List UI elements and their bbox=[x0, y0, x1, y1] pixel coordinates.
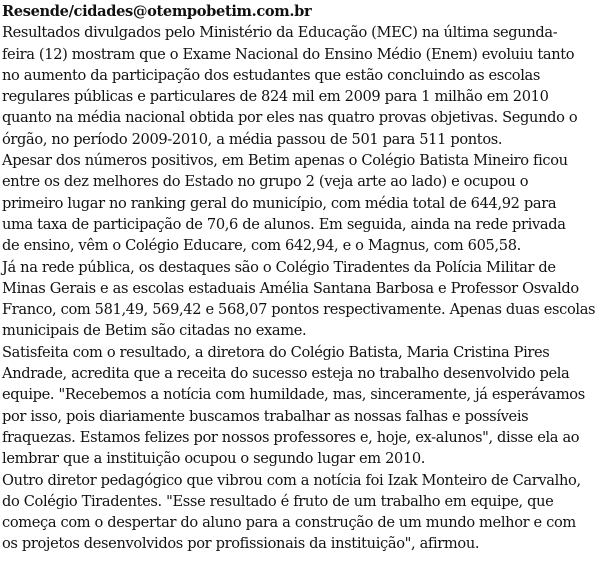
text-line: órgão, no período 2009-2010, a média passou de 501 para 511 pontos. bbox=[2, 130, 503, 148]
text-line: Franco, com 581,49, 569,42 e 568,07 pontos respectivamente. Apenas duas escolas bbox=[2, 301, 596, 319]
text-line: uma taxa de participação de 70,6 de alunos. Em seguida, ainda na rede privada bbox=[2, 215, 566, 233]
text-line: Apesar dos números positivos, em Betim apenas o Colégio Batista Mineiro ficou bbox=[2, 152, 568, 170]
text-line: quanto na média nacional obtida por eles nas quatro provas objetivas. Segundo o bbox=[2, 109, 578, 127]
text-line: municipais de Betim são citadas no exame. bbox=[2, 322, 307, 340]
text-line: no aumento da participação dos estudantes que estão concluindo as escolas bbox=[2, 66, 541, 84]
text-line: de ensino, vêm o Colégio Educare, com 642,94, e o Magnus, com 605,58. bbox=[2, 237, 521, 255]
text-line: começa com o despertar do aluno para a construção de um mundo melhor e com bbox=[2, 514, 576, 532]
author-email-byline: Resende/cidades@otempobetim.com.br bbox=[2, 3, 312, 20]
text-line: fraquezas. Estamos felizes por nossos professores e, hoje, ex-alunos", disse ela ao bbox=[2, 428, 580, 446]
text-line: feira (12) mostram que o Exame Nacional do Ensino Médio (Enem) evoluiu tanto bbox=[2, 45, 575, 63]
text-line: Outro diretor pedagógico que vibrou com a notícia foi Izak Monteiro de Carvalho, bbox=[2, 471, 581, 489]
text-line: equipe. "Recebemos a notícia com humildade, mas, sinceramente, já esperávamos bbox=[2, 386, 585, 404]
text-line: Minas Gerais e as escolas estaduais Amélia Santana Barbosa e Professor Osvaldo bbox=[2, 279, 579, 297]
text-line: lembrar que a instituição ocupou o segundo lugar em 2010. bbox=[2, 450, 426, 468]
text-line: Já na rede pública, os destaques são o Colégio Tiradentes da Polícia Militar de bbox=[2, 258, 556, 276]
text-line: Resultados divulgados pelo Ministério da Educação (MEC) na última segunda- bbox=[2, 24, 558, 42]
text-line: os projetos desenvolvidos por profissionais da instituição", afirmou. bbox=[2, 535, 480, 553]
article-body bbox=[2, 22, 616, 554]
text-line: primeiro lugar no ranking geral do município, com média total de 644,92 para bbox=[2, 194, 557, 212]
text-line: por isso, pois diariamente buscamos trabalhar as nossas falhas e possíveis bbox=[2, 407, 529, 425]
text-line: Andrade, acredita que a receita do sucesso esteja no trabalho desenvolvido pela bbox=[2, 365, 570, 383]
article bbox=[2, 1, 616, 555]
text-line: Satisfeita com o resultado, a diretora do Colégio Batista, Maria Cristina Pires bbox=[2, 343, 550, 361]
text-line: do Colégio Tiradentes. "Esse resultado é fruto de um trabalho em equipe, que bbox=[2, 492, 554, 510]
text-line: regulares públicas e particulares de 824 mil em 2009 para 1 milhão em 2010 bbox=[2, 88, 549, 106]
text-line: entre os dez melhores do Estado no grupo 2 (veja arte ao lado) e ocupou o bbox=[2, 173, 529, 191]
